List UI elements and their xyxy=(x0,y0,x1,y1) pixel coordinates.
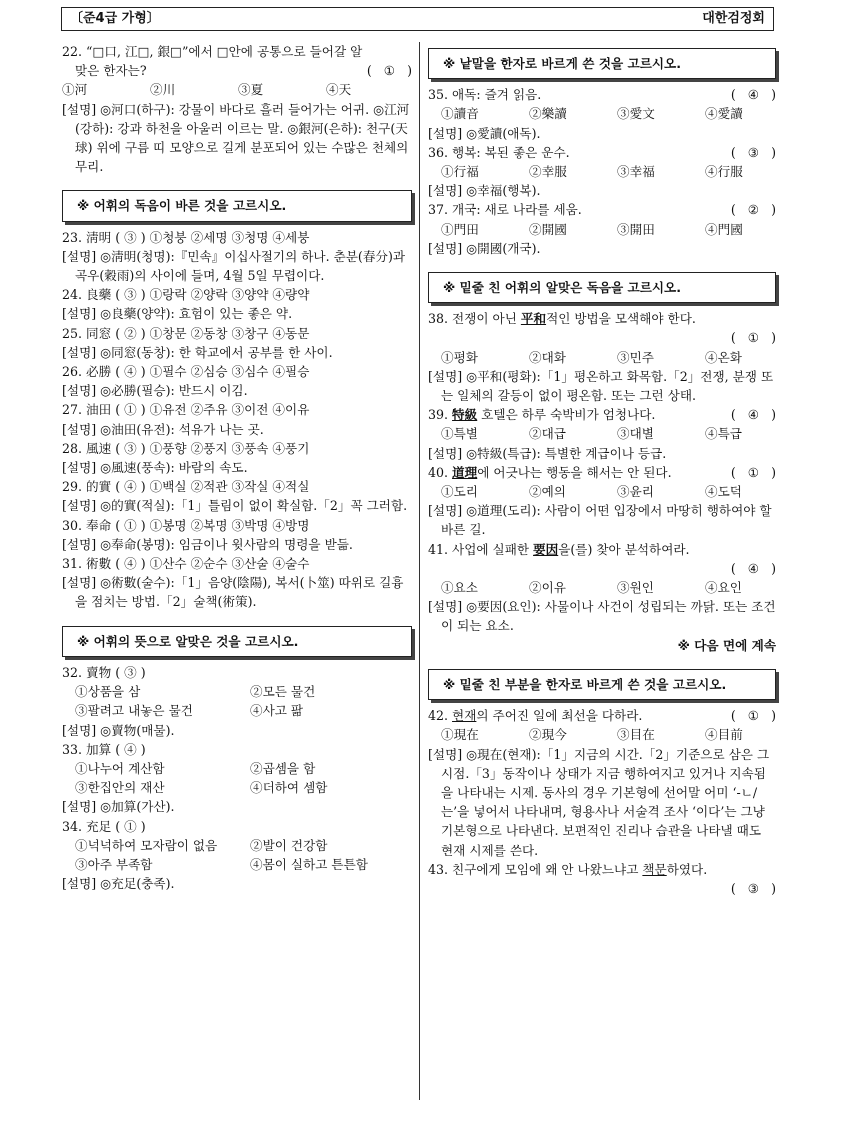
underlined-word: 현재 xyxy=(452,708,477,724)
column-divider xyxy=(419,42,420,1100)
answer: ( ③ ) xyxy=(730,144,776,160)
options: ①넉넉하여 모자람이 없음 ②발이 건강함 ③아주 부족함 ④몸이 실하고 튼튼함 xyxy=(75,837,368,872)
left-column xyxy=(62,42,412,893)
question-22 xyxy=(62,42,412,176)
question-33: 33. 加算 ( ④ ) xyxy=(62,741,146,757)
explanation: [설명] ◎必勝(필승): 반드시 이김. xyxy=(62,383,248,399)
question-text: 22. “□口, 江□, 銀□”에서 □안에 공통으로 들어갈 알 xyxy=(62,44,363,59)
explanation: [설명] ◎特級(특급): 특별한 계급이나 등급. xyxy=(428,445,667,461)
question-28: 28. 風速 ( ③ ) ①풍향 ②풍지 ③풍속 ④풍기 xyxy=(62,440,310,456)
page-header xyxy=(61,7,774,31)
explanation: [설명] ◎的實(적실):「1」틀림이 없이 확실함.「2」꼭 그러함. xyxy=(62,498,408,514)
question-39: 39. 特級 호텔은 하루 숙박비가 엄청나다. ( ④ ) ①특별 ②대급 ③대별 ④특급 [설명] ◎特級(특급): 특별한 계급이나 등급. xyxy=(428,405,776,463)
answer: ( ① ) xyxy=(730,464,776,480)
options: ①특별 ②대급 ③대별 ④특급 xyxy=(441,426,742,442)
options: ①行福 ②幸服 ③幸福 ④行服 xyxy=(441,164,743,180)
section-heading: ※ 밑줄 친 부분을 한자로 바르게 쓴 것을 고르시오. xyxy=(428,669,776,700)
question-32: 32. 賣物 ( ③ ) xyxy=(62,664,146,680)
answer: ( ④ ) xyxy=(730,407,776,423)
meaning-questions xyxy=(62,663,412,893)
question-text-cont: 맞은 한자는? ( ① ) xyxy=(62,61,412,80)
options: ①평화 ②대화 ③민주 ④온화 xyxy=(441,349,742,365)
options: ①現在 ②現今 ③目在 ④目前 xyxy=(441,727,743,743)
explanation: [설명] ◎道理(도리): 사람이 어떤 입장에서 마땅히 행하여야 할 바른 길. xyxy=(428,503,772,538)
answer: ( ③ ) xyxy=(730,880,776,896)
explanation: [설명] ◎加算(가산). xyxy=(62,799,175,815)
explanation: [설명] ◎術數(술수):「1」음양(陰陽), 복서(卜筮) 따위로 길흉을 점치는 방법.「2」술책(術策). xyxy=(62,575,404,610)
underlined-word: 要因 xyxy=(533,541,559,557)
underlined-word: 特級 xyxy=(452,407,478,423)
reading-questions xyxy=(62,228,412,612)
explanation: [설명] ◎平和(평화):「1」평온하고 화목함.「2」전쟁, 분쟁 또는 일체의 갈등이 없이 평온함. 또는 그런 상태. xyxy=(428,368,774,404)
underlined-word: 平和 xyxy=(520,311,547,327)
question-23: 23. 淸明 ( ③ ) ①청붕 ②세명 ③청명 ④세붕 xyxy=(62,229,310,245)
question-25: 25. 同窓 ( ② ) ①창문 ②동창 ③창구 ④동문 xyxy=(62,325,310,341)
question-41: 41. 사업에 실패한 要因을(를) 찾아 분석하여라. ( ④ ) ①요소 ②이유 ③원인 ④요인 [설명] ◎要因(요인): 사물이나 사건이 성립되는 까닭. 또는 조건이 되는 요소. xyxy=(428,540,776,636)
right-column xyxy=(428,42,776,898)
explanation: [설명] ◎開國(개국). xyxy=(428,240,541,256)
options: ①讀音 ②樂讀 ③愛文 ④愛讀 xyxy=(441,106,743,122)
explanation: [설명] ◎幸福(행복). xyxy=(428,183,541,199)
options: ①요소 ②이유 ③원인 ④요인 xyxy=(441,580,742,596)
explanation: [설명] ◎風速(풍속): 바람의 속도. xyxy=(62,460,248,476)
question-35: 35. 애독: 즐겨 읽음. ( ④ ) ①讀音 ②樂讀 ③愛文 ④愛讀 [설명] ◎愛讀(애독). xyxy=(428,85,776,143)
question-26: 26. 必勝 ( ④ ) ①필수 ②심승 ③심수 ④필승 xyxy=(62,364,310,380)
question-36: 36. 행복: 복된 좋은 운수. ( ③ ) ①行福 ②幸服 ③幸福 ④行服 [설명] ◎幸福(행복). xyxy=(428,143,776,201)
question-38: 38. 전쟁이 아닌 平和적인 방법을 모색해야 한다. ( ① ) ①평화 ②대화 ③민주 ④온화 [설명] ◎平和(평화):「1」평온하고 화목함.「2」전쟁, 분쟁 또는 일체의 갈등이 없이 평온함. 또는 그런 상태. xyxy=(428,309,776,405)
question-31: 31. 術數 ( ④ ) ①산수 ②순수 ③산술 ④술수 xyxy=(62,556,310,572)
explanation: [설명] ◎油田(유전): 석유가 나는 곳. xyxy=(62,421,264,437)
answer: ( ② ) xyxy=(730,202,776,218)
options: ①門田 ②開國 ③開田 ④門國 xyxy=(441,221,743,237)
question-27: 27. 油田 ( ① ) ①유전 ②주유 ③이전 ④이유 xyxy=(62,402,310,418)
answer: ( ① ) xyxy=(730,708,776,724)
question-37: 37. 개국: 새로 나라를 세움. ( ② ) ①門田 ②開國 ③開田 ④門國 [설명] ◎開國(개국). xyxy=(428,200,776,258)
explanation: [설명] ◎河口(하구): 강물이 바다로 흘러 들어가는 어귀. ◎江河(강하): 강과 하천을 아울러 이르는 말. ◎銀河(은하): 천구(天球) 위에 구름 띠 모양으로 길게 분포되어 있는 수많은 천체의 무리. xyxy=(62,101,410,175)
explanation: [설명] ◎奉命(봉명): 임금이나 윗사람의 명령을 받듦. xyxy=(62,536,353,552)
question-42: 42. 현재의 주어진 일에 최선을 다하라. ( ① ) ①現在 ②現今 ③目在 ④目前 [설명] ◎現在(현재):「1」지금의 시간.「2」기준으로 삼은 그 시점.「3」동작이나 상태가 지금 행하여지고 있거나 지속됨을 나타내는 시제. 동사의 경우 기본형에 선어말 어미 ‘-ㄴ/는’을 넣어서 나타내며, 형용사나 서술격 조사 ‘이다’는 그냥 기본형으로 나타낸다. 보편적인 진리나 습관을 나타낼 때도 현재 시제를 쓴다. xyxy=(428,706,776,860)
section-heading: ※ 밑줄 친 어휘의 알맞은 독음을 고르시오. xyxy=(428,272,776,303)
options: ①나누어 계산함 ②곱셈을 함 ③한집안의 재산 ④더하여 셈함 xyxy=(75,760,328,796)
section-heading: ※ 어휘의 뜻으로 알맞은 것을 고르시오. xyxy=(62,626,412,657)
underlined-word: 책문 xyxy=(642,861,667,877)
explanation: [설명] ◎愛讀(애독). xyxy=(428,125,541,141)
answer: ( ① ) xyxy=(730,330,776,346)
explanation: [설명] ◎現在(현재):「1」지금의 시간.「2」기준으로 삼은 그 시점.「3」동작이나 상태가 지금 행하여지고 있거나 지속됨을 나타내는 시제. 동사의 경우 기본형에 선어말 어미 ‘-ㄴ/는’을 넣어서 나타내며, 형용사나 서술격 조사 ‘이다’는 그냥 기본형으로 나타낸다. 보편적인 진리나 습관을 나타낼 때도 현재 시제를 쓴다. xyxy=(428,746,770,858)
explanation: [설명] ◎同窓(동창): 한 학교에서 공부를 한 사이. xyxy=(62,344,333,360)
explanation: [설명] ◎良藥(양약): 효험이 있는 좋은 약. xyxy=(62,306,293,322)
exam-level-label: 〔준4급 가형〕 xyxy=(70,11,160,27)
explanation: [설명] ◎淸明(청명):『민속』이십사절기의 하나. 춘분(春分)과 곡우(穀雨)의 사이에 들며, 4월 5일 무렵이다. xyxy=(62,248,406,284)
question-40: 40. 道理에 어긋나는 행동을 해서는 안 된다. ( ① ) ①도리 ②예의 ③윤리 ④도덕 [설명] ◎道理(도리): 사람이 어떤 입장에서 마땅히 행하여야 할 바른 길. xyxy=(428,463,776,540)
organization-name: 대한검정회 xyxy=(702,11,765,27)
answer: ( ① ) xyxy=(366,63,412,79)
question-29: 29. 的實 ( ④ ) ①백실 ②적관 ③작실 ④적실 xyxy=(62,479,310,495)
options: ①도리 ②예의 ③윤리 ④도덕 xyxy=(441,484,742,500)
question-30: 30. 奉命 ( ① ) ①봉명 ②복명 ③박명 ④방명 xyxy=(62,517,310,533)
explanation: [설명] ◎賣物(매물). xyxy=(62,722,175,738)
options: ①상품을 삼 ②모든 물건 ③팔려고 내놓은 물건 ④사고 팖 xyxy=(75,684,316,719)
explanation: [설명] ◎充足(충족). xyxy=(62,876,175,892)
question-34: 34. 充足 ( ① ) xyxy=(62,818,146,834)
explanation: [설명] ◎要因(요인): 사물이나 사건이 성립되는 까닭. 또는 조건이 되는 요소. xyxy=(428,599,776,634)
question-43: 43. 친구에게 모임에 왜 안 나왔느냐고 책문하였다. ( ③ ) xyxy=(428,860,776,898)
section-heading: ※ 낱말을 한자로 바르게 쓴 것을 고르시오. xyxy=(428,48,776,79)
options: ①河 ②川 ③夏 ④天 xyxy=(62,82,352,98)
continued-notice: ※ 다음 면에 계속 xyxy=(677,637,776,653)
answer: ( ④ ) xyxy=(730,87,776,103)
section-heading: ※ 어휘의 독음이 바른 것을 고르시오. xyxy=(62,190,412,221)
answer: ( ④ ) xyxy=(730,560,776,576)
underlined-word: 道理 xyxy=(452,464,478,480)
question-24: 24. 良藥 ( ③ ) ①랑락 ②양락 ③양약 ④량약 xyxy=(62,287,310,303)
